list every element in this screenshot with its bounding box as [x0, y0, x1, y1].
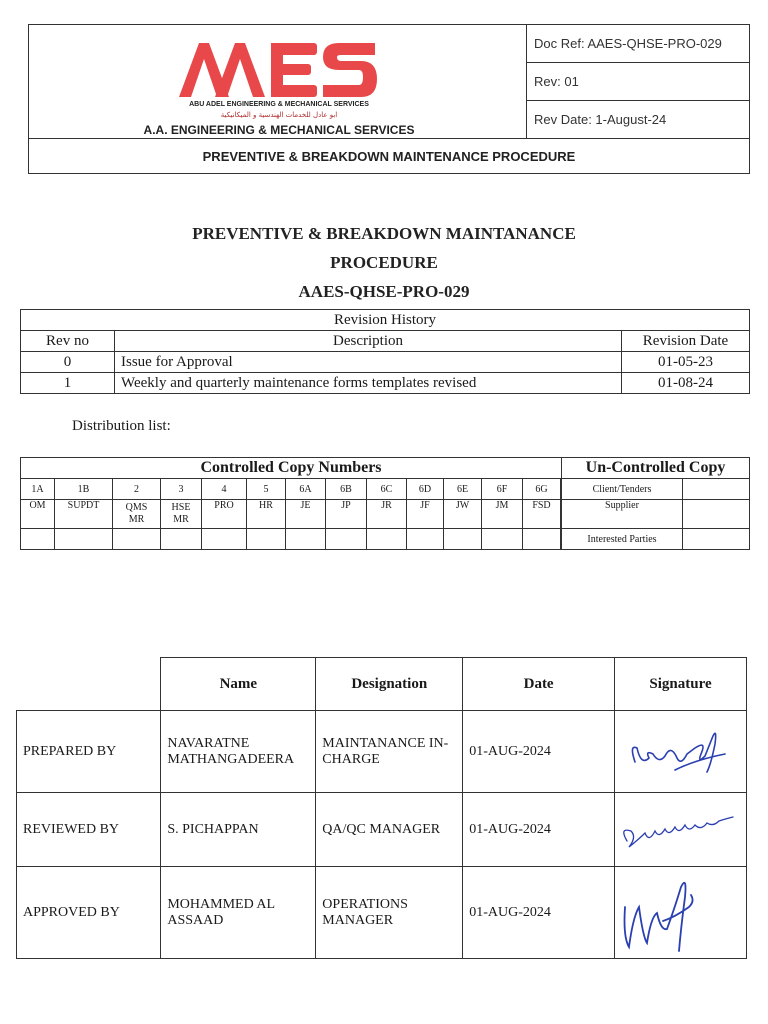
document-header — [28, 24, 750, 174]
copy-number: 6D — [407, 479, 444, 500]
copy-number: 1A — [21, 479, 55, 500]
name-cell: S. PICHAPPAN — [161, 793, 316, 867]
table-row — [17, 793, 747, 867]
copy-holder: JP — [326, 500, 367, 529]
copy-number: 3 — [161, 479, 202, 500]
copy-holder: QMS MR — [113, 500, 161, 529]
signature-cell — [615, 793, 747, 867]
copy-number: 2 — [113, 479, 161, 500]
role-cell: APPROVED BY — [17, 867, 161, 959]
name-header: Name — [161, 658, 316, 711]
company-subtitle-en: ABU ADEL ENGINEERING & MECHANICAL SERVICES — [189, 101, 369, 108]
copy-number: 6B — [326, 479, 367, 500]
copy-holder: FSD — [523, 500, 561, 529]
revision-date: Rev Date: 1-August-24 — [534, 112, 667, 127]
copy-number-row — [21, 479, 750, 500]
signature-image — [615, 797, 746, 857]
rev-no-header: Rev no — [21, 331, 115, 352]
uncontrolled-copy-title: Un-Controlled Copy — [562, 458, 750, 479]
revision-number: Rev: 01 — [527, 63, 749, 101]
controlled-copy-title: Controlled Copy Numbers — [21, 458, 562, 479]
signature-image — [615, 867, 746, 953]
designation-header: Designation — [316, 658, 463, 711]
signature-cell — [615, 711, 747, 793]
copy-number: 5 — [247, 479, 286, 500]
distribution-list-label: Distribution list: — [72, 418, 171, 434]
copy-holder: OM — [21, 500, 55, 529]
description-cell: Weekly and quarterly maintenance forms templates revised — [115, 373, 622, 394]
description-header: Description — [115, 331, 622, 352]
copy-number: 6E — [444, 479, 482, 500]
copy-number: 6F — [482, 479, 523, 500]
signature-image — [615, 714, 746, 784]
role-cell: REVIEWED BY — [17, 793, 161, 867]
date-cell: 01-AUG-2024 — [463, 711, 615, 793]
table-row — [21, 352, 750, 373]
copy-number: 6A — [286, 479, 326, 500]
doc-ref: Doc Ref: AAES-QHSE-PRO-029 — [527, 25, 749, 63]
distribution-table — [20, 457, 750, 550]
copy-number: 6G — [523, 479, 561, 500]
copy-number: 1B — [55, 479, 113, 500]
revision-history-caption: Revision History — [21, 310, 750, 331]
company-name: A.A. ENGINEERING & MECHANICAL SERVICES — [143, 123, 415, 137]
revision-date-cell: 01-05-23 — [622, 352, 750, 373]
company-logo-area — [29, 25, 527, 138]
copy-number: 4 — [202, 479, 247, 500]
company-subtitle-ar: ابو عادل للخدمات الهندسية و الميكانيكية — [220, 111, 338, 119]
copy-holder-row — [21, 500, 750, 529]
signature-header: Signature — [615, 658, 747, 711]
copy-holder: JM — [482, 500, 523, 529]
name-cell: MOHAMMED AL ASSAAD — [161, 867, 316, 959]
uncontrolled-holder: Interested Parties — [562, 529, 683, 550]
rev-no-cell: 0 — [21, 352, 115, 373]
uncontrolled-holder: Client/Tenders — [562, 479, 683, 500]
company-logo — [179, 39, 379, 99]
revision-date-cell: 01-08-24 — [622, 373, 750, 394]
copy-holder: JE — [286, 500, 326, 529]
signoff-table — [16, 657, 747, 959]
signature-cell — [615, 867, 747, 959]
designation-cell: OPERATIONS MANAGER — [316, 867, 463, 959]
table-row — [17, 711, 747, 793]
designation-cell: MAINTANANCE IN-CHARGE — [316, 711, 463, 793]
table-row — [17, 867, 747, 959]
copy-holder: HR — [247, 500, 286, 529]
copy-number: 6C — [367, 479, 407, 500]
document-title-line2: PROCEDURE — [330, 253, 438, 272]
date-header: Date — [463, 658, 615, 711]
document-code: AAES-QHSE-PRO-029 — [298, 282, 470, 301]
designation-cell: QA/QC MANAGER — [316, 793, 463, 867]
copy-holder: HSE MR — [161, 500, 202, 529]
copy-holder: JR — [367, 500, 407, 529]
copy-holder: JW — [444, 500, 482, 529]
table-row — [21, 373, 750, 394]
copy-holder: PRO — [202, 500, 247, 529]
header-procedure-title: PREVENTIVE & BREAKDOWN MAINTENANCE PROCEDURE — [29, 138, 749, 173]
blank-row — [21, 529, 750, 550]
name-cell: NAVARATNE MATHANGADEERA — [161, 711, 316, 793]
date-cell: 01-AUG-2024 — [463, 867, 615, 959]
description-cell: Issue for Approval — [115, 352, 622, 373]
uncontrolled-holder: Supplier — [562, 500, 683, 529]
rev-no-cell: 1 — [21, 373, 115, 394]
role-cell: PREPARED BY — [17, 711, 161, 793]
revision-date-header: Revision Date — [622, 331, 750, 352]
date-cell: 01-AUG-2024 — [463, 793, 615, 867]
copy-holder: SUPDT — [55, 500, 113, 529]
document-title-line1: PREVENTIVE & BREAKDOWN MAINTANANCE — [192, 224, 576, 243]
revision-history-table — [20, 309, 750, 394]
copy-holder: JF — [407, 500, 444, 529]
